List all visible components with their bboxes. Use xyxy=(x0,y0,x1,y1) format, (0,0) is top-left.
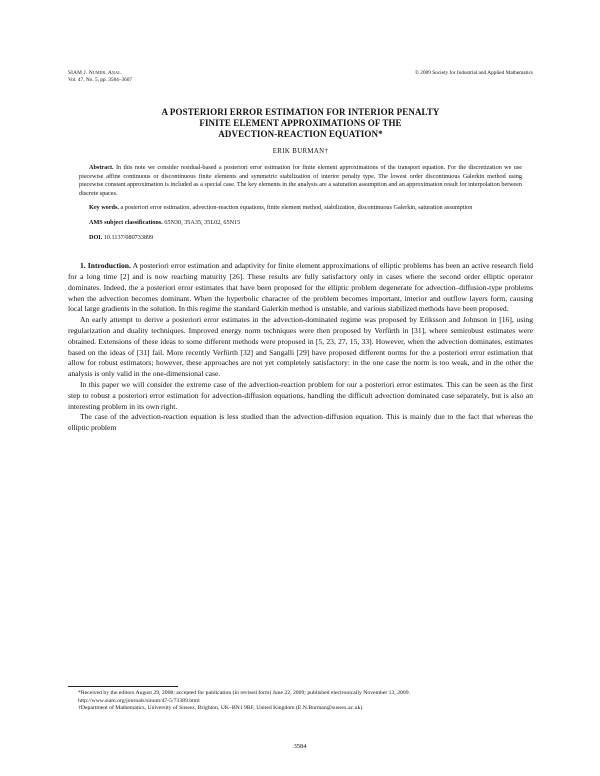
footnote-url: http://www.siam.org/journals/sinum/47-5/73389.html xyxy=(78,697,200,704)
intro-paragraph-1 xyxy=(68,261,533,315)
keywords xyxy=(79,204,522,213)
ams-text: 65N30, 35A35, 35L02, 65N15 xyxy=(164,218,241,226)
ams-label: AMS subject classifications. xyxy=(89,218,163,226)
abstract-block xyxy=(79,164,522,242)
title-line-2: FINITE ELEMENT APPROXIMATIONS OF THE xyxy=(199,118,402,128)
journal-info xyxy=(68,70,132,84)
title-line-3: ADVECTION-REACTION EQUATION* xyxy=(218,129,383,139)
running-header xyxy=(68,70,533,92)
doi-text: 10.1137/080733899 xyxy=(103,233,154,241)
footnote-received: *Received by the editors August 29, 2008; accepted for publication (in revised form) June 22, 2009; published electronically November 13, 2009. xyxy=(78,690,411,696)
footnote-affiliation: †Department of Mathematics, University of Sussex, Brighton, UK–BN1 9RF, United Kingdom (E.N.Burman@sussex.ac.uk). xyxy=(78,705,364,711)
intro-paragraph-3: In this paper we will consider the extreme case of the advection-reaction problem for our a posteriori error estimates. This can be seen as the first step to robust a posteriori error estimation for advection-diffusion equations, handling the difficult advection dominated case separately, but is also an interesting problem in its own right. xyxy=(68,379,533,411)
journal-name: SIAM J. Numer. Anal. xyxy=(68,70,123,76)
article-page xyxy=(68,70,533,434)
footnotes xyxy=(68,686,533,713)
keywords-label: Key words. xyxy=(89,204,119,212)
copyright-notice: © 2009 Society for Industrial and Applied Mathematics xyxy=(414,70,533,76)
intro-p1-text: A posteriori error estimation and adaptivity for finite element approximations of elliptic problems has been an active research field for a long time [2] and is now reaching maturity [26]. These results are fully satisfactory only in cases where the second order elliptic operator dominates. Indeed, the a posteriori error estimates that have been proposed for the elliptic problem degenerate for advection–diffusion-type problems when the advection becomes dominant. When the hyperbolic character of the problem becomes important, interior and outflow layers form, causing local large gradients in the solution. In this regime the standard Galerkin method is unstable, and various stabilized methods have been proposed. xyxy=(68,261,533,314)
intro-paragraph-4: The case of the advection-reaction equation is less studied than the advection-diffusion equation. This is mainly due to the fact that whereas the elliptic problem xyxy=(68,412,533,433)
doi xyxy=(79,234,522,243)
ams-classification xyxy=(79,219,522,228)
footnote-rule xyxy=(68,686,178,687)
introduction-section xyxy=(68,261,533,434)
title-line-1: A POSTERIORI ERROR ESTIMATION FOR INTERIOR PENALTY xyxy=(161,107,440,117)
abstract-paragraph xyxy=(79,164,522,198)
page-number: 3584 xyxy=(293,743,307,750)
intro-paragraph-2: An early attempt to derive a posteriori error estimates in the advection-dominated regime was proposed by Eriksson and Johnson in [16], using regularization and duality techniques. Improved energy norm techniques were then proposed by Verfürth in [31], where semirobust estimates were obtained. Extensions of these ideas to some different methods were proposed in [5, 23, 27, 15, 33]. However, when the advection dominates, estimates based on the ideas of [31] fail. More recently Verfürth [32] and Sangalli [29] have proposed different norms for the a posteriori error estimation that allow for robust estimators; however, these approaches are not yet completely satisfactory: in the one case the norm is too weak, and in the other the analysis is only valid in the one-dimensional case. xyxy=(68,315,533,379)
doi-label: DOI. xyxy=(89,233,103,241)
paper-title xyxy=(68,107,533,140)
abstract-text: In this note we consider residual-based a posteriori error estimation for finite element approximations of the transport equation. For the discretization we use piecewise affine continuous or discontinuous finite elements and symmetric stabilization of interior penalty type. The lowest order discontinuous Galerkin method using piecewise constant approximation is included as a special case. The key elements in the analysis are a saturation assumption and an approximation result for interpolation between discrete spaces. xyxy=(79,164,523,197)
section-heading: 1. Introduction. xyxy=(80,261,131,271)
volume-info: Vol. 47, No. 5, pp. 3584–3607 xyxy=(68,77,133,84)
author-name: ERIK BURMAN† xyxy=(272,148,329,155)
keywords-text: a posteriori error estimation, advection-reaction equations, finite element method, stabilization, discontinuous Galerkin, saturation assumption xyxy=(120,204,473,212)
abstract-label: Abstract. xyxy=(89,164,114,171)
